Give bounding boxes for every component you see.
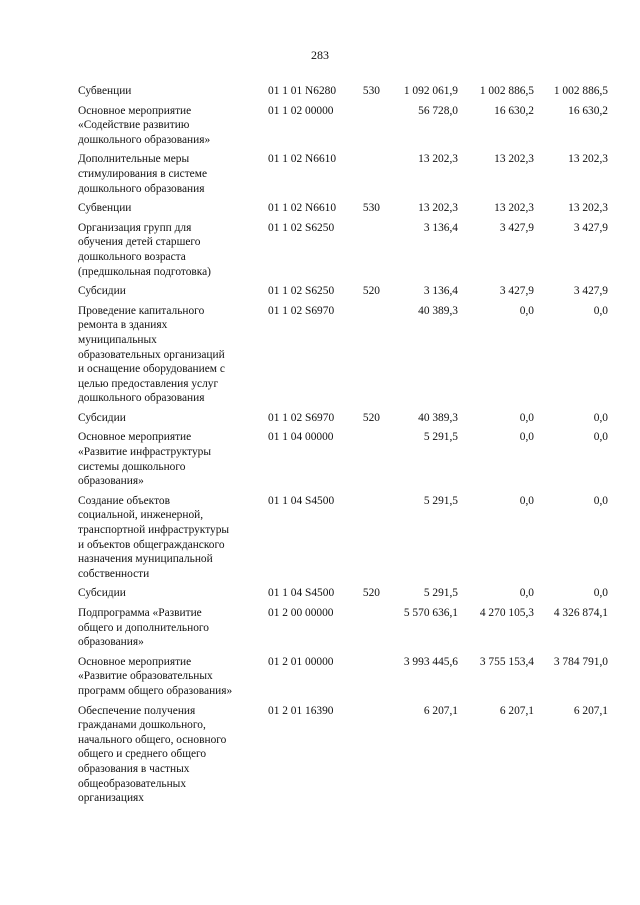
- item-name-line: Проведение капитального: [78, 304, 205, 317]
- item-name-line: транспортной инфраструктуры: [78, 524, 230, 537]
- item-name-cell: [78, 586, 268, 606]
- target-code-cell: 01 1 04 S4500: [268, 494, 335, 507]
- item-name-line: Основное мероприятие: [78, 655, 192, 668]
- table-row: [78, 655, 608, 704]
- amount-year1-cell: 5 570 636,1: [403, 607, 458, 619]
- amount-year3-cell: 0,0: [593, 431, 608, 444]
- target-code-cell: 01 1 02 S6970: [268, 304, 335, 317]
- amount-year3-cell: 0,0: [593, 587, 608, 600]
- item-name-line: образования»: [78, 475, 144, 488]
- amount-year1-cell: 5 291,5: [423, 431, 458, 444]
- amount-year1-cell: 56 728,0: [418, 104, 458, 117]
- table-row: [78, 201, 608, 221]
- target-code-cell: 01 1 02 S6250: [268, 221, 335, 234]
- budget-table: [78, 84, 608, 811]
- item-name-line: дошкольного возраста: [78, 250, 186, 263]
- item-name-cell: [78, 84, 268, 104]
- table-row: [78, 221, 608, 284]
- table-row: [78, 606, 608, 655]
- amount-year1-cell: 5 291,5: [423, 587, 458, 600]
- target-code-cell: 01 1 02 S6250: [268, 285, 335, 298]
- amount-year2-cell: 16 630,2: [494, 104, 534, 117]
- expense-type-cell: [352, 221, 380, 284]
- target-code-cell: 01 2 00 00000: [268, 607, 334, 619]
- amount-year3-cell: 1 002 886,5: [553, 85, 608, 97]
- target-code-cell: 01 1 02 N6610: [268, 202, 337, 215]
- amount-year3-cell: 16 630,2: [568, 104, 608, 117]
- item-name-line: (предшкольная подготовка): [78, 265, 211, 278]
- table-row: [78, 494, 608, 587]
- item-name-line: «Развитие образовательных: [78, 670, 213, 683]
- item-name-line: образовательных организаций: [78, 348, 225, 361]
- item-name-line: Субвенции: [78, 85, 132, 97]
- budget-table-body: [78, 84, 608, 811]
- amount-year1-cell: 40 389,3: [418, 411, 458, 424]
- item-name-line: дошкольного образования: [78, 392, 205, 405]
- item-name-line: и оснащение оборудованием с: [78, 363, 225, 376]
- amount-year2-cell: 3 427,9: [499, 285, 534, 298]
- amount-year2-cell: 4 270 105,3: [479, 607, 534, 619]
- expense-type-cell: 530: [362, 85, 380, 97]
- item-name-line: ремонта в зданиях: [78, 319, 168, 332]
- item-name-cell: [78, 221, 268, 284]
- item-name-line: Субвенции: [78, 202, 132, 215]
- item-name-line: обучения детей старшего: [78, 236, 201, 249]
- amount-year2-cell: 0,0: [519, 304, 534, 317]
- item-name-line: Субсидии: [78, 587, 126, 600]
- table-row: [78, 586, 608, 606]
- item-name-line: Субсидии: [78, 285, 126, 298]
- expense-type-cell: 520: [362, 411, 380, 424]
- item-name-line: Подпрограмма «Развитие: [78, 607, 202, 619]
- target-code-cell: 01 1 02 00000: [268, 104, 334, 117]
- table-row: [78, 284, 608, 304]
- target-code-cell: 01 1 04 00000: [268, 431, 334, 444]
- item-name-cell: [78, 606, 268, 655]
- expense-type-cell: [352, 430, 380, 493]
- item-name-line: целью предоставления услуг: [78, 377, 219, 390]
- page-number: 283: [311, 48, 329, 62]
- expense-type-cell: 520: [362, 587, 380, 600]
- expense-type-cell: [352, 304, 380, 411]
- amount-year1-cell: 3 136,4: [423, 221, 458, 234]
- amount-year1-cell: 13 202,3: [418, 153, 458, 166]
- amount-year1-cell: 40 389,3: [418, 304, 458, 317]
- item-name-cell: [78, 494, 268, 587]
- expense-type-cell: [352, 606, 380, 655]
- amount-year3-cell: 6 207,1: [573, 704, 608, 717]
- item-name-cell: [78, 152, 268, 201]
- item-name-line: системы дошкольного: [78, 460, 186, 473]
- table-row: [78, 104, 608, 153]
- item-name-line: дошкольного образования: [78, 182, 205, 195]
- target-code-cell: 01 1 01 N6280: [268, 85, 337, 97]
- expense-type-cell: [352, 704, 380, 811]
- item-name-cell: [78, 201, 268, 221]
- target-code-cell: 01 1 02 N6610: [268, 153, 337, 166]
- item-name-line: «Развитие инфраструктуры: [78, 446, 212, 459]
- expense-type-cell: [352, 494, 380, 587]
- amount-year2-cell: 0,0: [519, 587, 534, 600]
- amount-year2-cell: 13 202,3: [494, 153, 534, 166]
- amount-year1-cell: 5 291,5: [423, 494, 458, 507]
- item-name-line: общего и среднего общего: [78, 748, 207, 761]
- table-row: [78, 411, 608, 431]
- amount-year2-cell: 0,0: [519, 411, 534, 424]
- expense-type-cell: [352, 104, 380, 153]
- item-name-cell: [78, 411, 268, 431]
- item-name-line: Создание объектов: [78, 494, 170, 507]
- amount-year2-cell: 6 207,1: [499, 704, 534, 717]
- amount-year3-cell: 13 202,3: [568, 202, 608, 215]
- item-name-line: программ общего образования»: [78, 684, 233, 697]
- item-name-line: собственности: [78, 567, 150, 580]
- item-name-line: муниципальных: [78, 333, 157, 346]
- item-name-line: Организация групп для: [78, 221, 192, 234]
- target-code-cell: 01 1 02 S6970: [268, 411, 335, 424]
- amount-year3-cell: 0,0: [593, 304, 608, 317]
- item-name-cell: [78, 304, 268, 411]
- item-name-line: назначения муниципальной: [78, 553, 213, 566]
- item-name-line: «Содействие развитию: [78, 119, 190, 132]
- table-row: [78, 152, 608, 201]
- amount-year3-cell: 0,0: [593, 494, 608, 507]
- item-name-line: общеобразовательных: [78, 777, 187, 790]
- item-name-line: организациях: [78, 792, 144, 805]
- item-name-line: стимулирования в системе: [78, 167, 207, 180]
- amount-year3-cell: 3 427,9: [573, 285, 608, 298]
- table-row: [78, 84, 608, 104]
- item-name-cell: [78, 430, 268, 493]
- item-name-line: Субсидии: [78, 411, 126, 424]
- amount-year3-cell: 0,0: [593, 411, 608, 424]
- item-name-cell: [78, 655, 268, 704]
- amount-year3-cell: 4 326 874,1: [553, 607, 608, 619]
- table-row: [78, 304, 608, 411]
- item-name-line: общего и дополнительного: [78, 621, 209, 634]
- amount-year1-cell: 3 136,4: [423, 285, 458, 298]
- item-name-line: дошкольного образования»: [78, 133, 211, 146]
- amount-year2-cell: 3 755 153,4: [479, 655, 534, 668]
- item-name-line: Основное мероприятие: [78, 431, 192, 444]
- amount-year1-cell: 6 207,1: [423, 704, 458, 717]
- target-code-cell: 01 2 01 00000: [268, 655, 334, 668]
- amount-year2-cell: 3 427,9: [499, 221, 534, 234]
- item-name-cell: [78, 704, 268, 811]
- expense-type-cell: 530: [362, 202, 380, 215]
- amount-year1-cell: 3 993 445,6: [403, 655, 458, 668]
- amount-year2-cell: 1 002 886,5: [479, 85, 534, 97]
- item-name-line: начального общего, основного: [78, 733, 227, 746]
- amount-year3-cell: 13 202,3: [568, 153, 608, 166]
- amount-year2-cell: 0,0: [519, 431, 534, 444]
- expense-type-cell: [352, 655, 380, 704]
- target-code-cell: 01 1 04 S4500: [268, 587, 335, 600]
- item-name-cell: [78, 284, 268, 304]
- item-name-line: Обеспечение получения: [78, 704, 196, 717]
- expense-type-cell: [352, 152, 380, 201]
- item-name-line: Дополнительные меры: [78, 153, 190, 166]
- amount-year3-cell: 3 427,9: [573, 221, 608, 234]
- item-name-cell: [78, 104, 268, 153]
- table-row: [78, 430, 608, 493]
- item-name-line: социальной, инженерной,: [78, 509, 204, 522]
- amount-year2-cell: 13 202,3: [494, 202, 534, 215]
- amount-year1-cell: 1 092 061,9: [403, 85, 458, 97]
- amount-year3-cell: 3 784 791,0: [553, 655, 608, 668]
- amount-year1-cell: 13 202,3: [418, 202, 458, 215]
- expense-type-cell: 520: [362, 285, 380, 298]
- table-row: [78, 704, 608, 811]
- item-name-line: Основное мероприятие: [78, 104, 192, 117]
- target-code-cell: 01 2 01 16390: [268, 704, 334, 717]
- item-name-line: и объектов общегражданского: [78, 538, 225, 551]
- item-name-line: гражданами дошкольного,: [78, 719, 206, 732]
- item-name-line: образования»: [78, 636, 144, 649]
- item-name-line: образования в частных: [78, 762, 190, 775]
- amount-year2-cell: 0,0: [519, 494, 534, 507]
